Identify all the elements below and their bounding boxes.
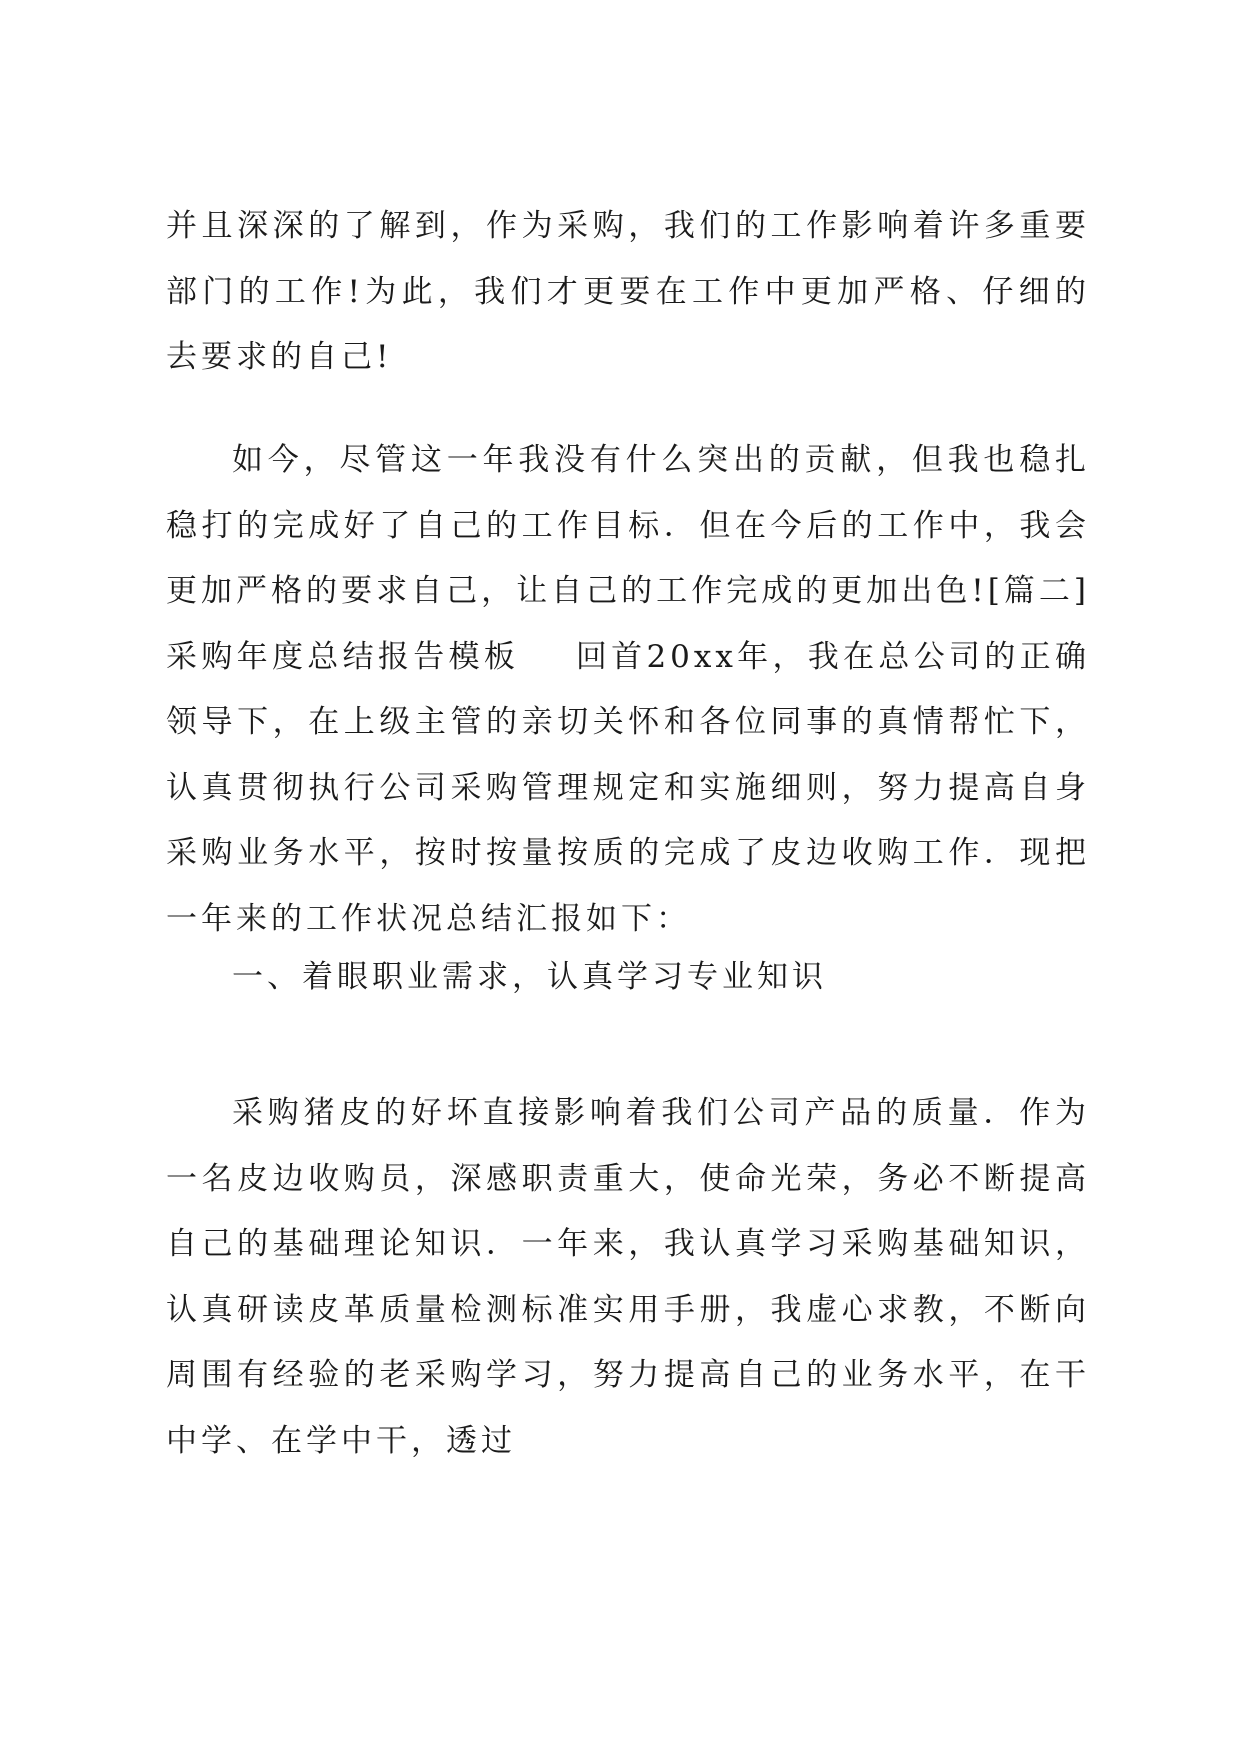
paragraph-3: 采购猪皮的好坏直接影响着我们公司产品的质量．作为一名皮边收购员，深感职责重大，使命光荣，务必不断提高自己的基础理论知识．一年来，我认真学习采购基础知识，认真研读皮革质量检测标准实用手册，我虚心求教，不断向周围有经验的老采购学习，努力提高自己的业务水平，在干中学、在学中干，透过 (166, 1095, 1090, 1459)
section-heading-1: 一、着眼职业需求，认真学习专业知识 (232, 959, 827, 995)
paragraph-1: 并且深深的了解到，作为采购，我们的工作影响着许多重要部门的工作!为此，我们才更要在工作中更加严格、仔细的去要求的自己! (166, 208, 1090, 375)
paragraph-2: 如今，尽管这一年我没有什么突出的贡献，但我也稳扎稳打的完成好了自己的工作目标．但在今后的工作中，我会更加严格的要求自己，让自己的工作完成的更加出色![篇二]采购年度总结报告模板 回首20xx年，我在总公司的正确领导下，在上级主管的亲切关怀和各位同事的真情帮忙下，认真贯彻执行公司采购管理规定和实施细则，努力提高自身采购业务水平，按时按量按质的完成了皮边收购工作．现把一年来的工作状况总结汇报如下： (166, 442, 1090, 937)
